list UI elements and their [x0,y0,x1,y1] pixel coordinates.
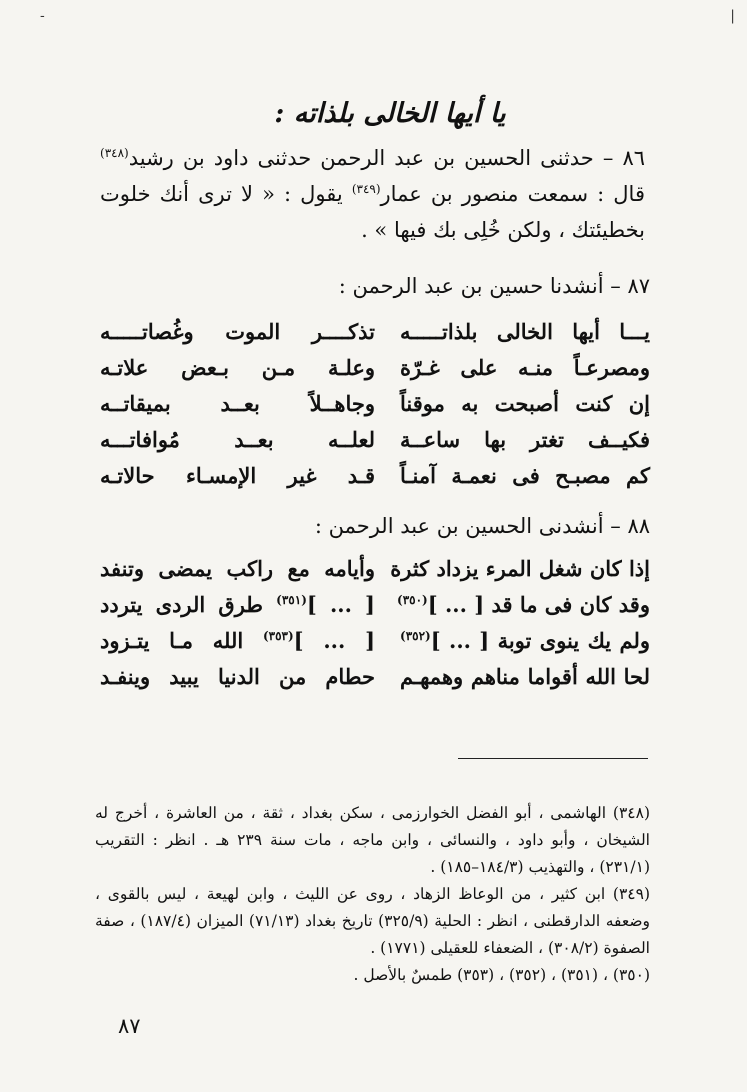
verse-first-hemistich: ومصرعـاً منـه على غـرّة [400,354,650,380]
poem-87 [100,313,650,493]
verse-row [100,550,650,586]
verse-text: [ ... ] [306,591,375,617]
verse-second-hemistich: لعلــه بعــد مُوافاتـــه [100,426,375,452]
verse-row [100,349,650,385]
verse-second-hemistich: وجاهــلاً بعــد بميقاتــه [100,390,375,416]
verse-second-hemistich: قـد غير الإمسـاء حالاتـه [100,462,375,488]
footnotes [95,800,650,989]
footnote-ref-349: (٣٤٩) [351,182,381,196]
footnote-separator [458,758,648,759]
footnote-349: (٣٤٩) ابن كثير ، من الوعاظ الزهاد ، روى عن الليث ، وابن لهيعة ، ليس بالقوى ، وضعفه الدارقطنى ، انظر : الحلية (٣٢٥/٩) تاريخ بغداد (٧١/١٣) الميزان (١٨٧/٤) ، صفة الصفوة (٣٠٨/٢) ، الضعفاء للعقيلى (١٧٧١) . [95,885,651,957]
verse-second-hemistich: حطام من الدنيا يبيد وينفـد [100,663,375,689]
entry-86-text-a: ٨٦ – حدثنى الحسين بن عبد الرحمن حدثنى داود بن رشيد [128,146,645,170]
corner-mark-right: | [730,8,735,24]
verse-row [100,658,650,694]
verse-first-hemistich: يـــا أيها الخالى بلذاتـــــه [400,318,650,344]
page-number: ٨٧ [118,1014,141,1038]
verse-first-hemistich [375,628,650,653]
verse-text: وقد كان فى ما قد [ ... ] [427,591,650,617]
corner-mark-left: - [40,8,45,24]
footnote-ref-348: (٣٤٨) [100,146,129,160]
verse-first-hemistich: لحا الله أقواما مناهم وهمهـم [400,663,650,689]
entry-86-paragraph [100,140,645,248]
verse-row [100,622,650,658]
footnote-ref-350: (٣٥٠) [397,592,428,607]
entry-87-heading: ٨٧ – أنشدنا حسين بن عبد الرحمن : [338,274,650,298]
verse-first-hemistich [375,592,650,617]
verse-row [100,421,650,457]
verse-second-hemistich [100,592,375,617]
entry-86-text-c: يقول : « لا ترى أنك خلوت بخطيئتك ، ولكن خُلِى بك فيها » . [100,182,645,242]
verse-row [100,586,650,622]
footnote-ref-351: (٣٥١) [276,592,307,607]
poem-88 [100,550,650,694]
section-title: يا أيها الخالى بلذاته : [274,98,506,129]
footnote-350-353: (٣٥٠) ، (٣٥١) ، (٣٥٢) ، (٣٥٣) طمسٌ بالأصل . [353,966,650,984]
verse-first-hemistich: فكيــف تغتر بها ساعــة [400,426,650,452]
entry-86-text-b: قال : سمعت منصور بن عمار [380,182,645,206]
verse-second-hemistich: تذكــــر الموت وغُصاتـــــه [100,318,375,344]
verse-row [100,457,650,493]
verse-second-hemistich [100,628,375,653]
verse-text: ولم يك ينوى توبة [ ... ] [430,627,650,653]
verse-second-hemistich: وعلـة مـن بـعض علاتـه [100,354,375,380]
verse-text: [ ... ] [293,627,375,653]
footnote-ref-353: (٣٥٣) [262,628,294,643]
verse-first-hemistich: إن كنت أصبحت به موقناً [400,390,650,416]
footnote-ref-352: (٣٥٢) [400,628,431,643]
verse-text: الله مـا يتـزود [100,627,263,653]
verse-first-hemistich: إذا كان شغل المرء يزداد كثرة [390,555,650,581]
footnote-348: (٣٤٨) الهاشمى ، أبو الفضل الخوارزمى ، سكن بغداد ، ثقة ، من العاشرة ، أخرج له الشيخان ، وأبو داود ، والنسائى ، وابن ماجه ، مات سنة ٢٣٩ هـ . انظر : التقريب (٢٣١/١) ، والتهذيب (١٨٤/٣–١٨٥) . [95,804,650,876]
verse-row [100,385,650,421]
verse-text: طرق الردى يتردد [100,591,277,617]
verse-row [100,313,650,349]
entry-88-heading: ٨٨ – أنشدنى الحسين بن عبد الرحمن : [314,514,650,538]
verse-second-hemistich: وأيامه مع راكب يمضى وتنفد [100,555,375,581]
verse-first-hemistich: كم مصبـح فى نعمـة آمنـاً [400,462,650,488]
